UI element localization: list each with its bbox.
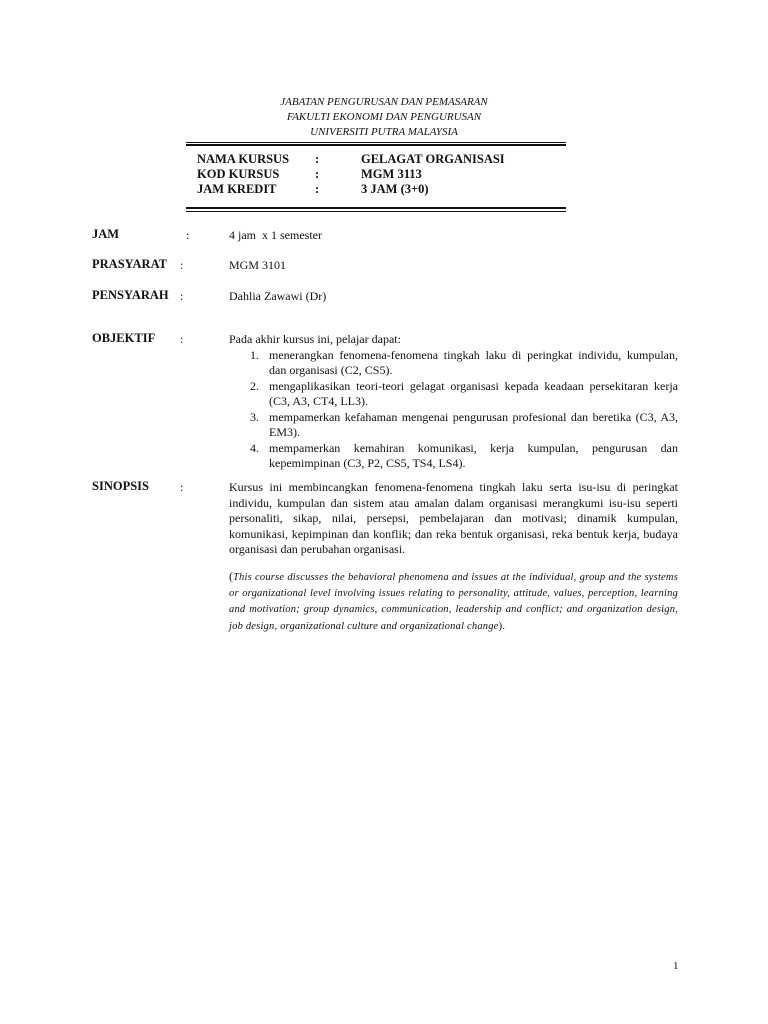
- credit-hours-row: [197, 182, 505, 197]
- faculty-name: FAKULTI EKONOMI DAN PENGURUSAN: [286, 111, 482, 123]
- course-name-value: GELAGAT ORGANISASI: [361, 152, 505, 166]
- course-name-key: NAMA KURSUS: [197, 152, 290, 166]
- list-item-text: mempamerkan kemahiran komunikasi, kerja kumpulan, pengurusan dan kepemimpinan (C3, P2, CS5, TS4, LS4).: [269, 440, 678, 470]
- list-item-number: 4.: [250, 440, 259, 455]
- list-item: [229, 441, 678, 472]
- page-number: 1: [673, 960, 679, 972]
- bottom-rule-thick: [186, 207, 566, 209]
- prasyarat-label: PRASYARAT: [92, 257, 168, 271]
- course-info-block: [197, 152, 505, 197]
- course-code-sep: :: [315, 167, 320, 181]
- objektif-label: OBJEKTIF: [92, 331, 156, 345]
- list-item-text: menerangkan fenomena-fenomena tingkah laku di peringkat individu, kumpulan, dan organisasi (C2, CS5).: [269, 347, 678, 377]
- sinopsis-malay: Kursus ini membincangkan fenomena-fenomena tingkah laku serta isu-isu di peringkat individu, kumpulan dan sistem atau amalan dalam organisasi merangkumi isu-isu seperti personaliti, sikap, nilai, persepsi, pembelajaran dan motivasi; dinamik kumpulan, komunikasi, kepimpinan dan konflik; dan reka bentuk organisasi, reka bentuk kerja, budaya organisasi dan perubahan organisasi.: [229, 480, 678, 556]
- sinopsis-english-text: This course discusses the behavioral phenomena and issues at the individual, group and the systems or organizational level involving issues relating to personality, attitude, values, perception, learning and motivation; group dynamics, communication, leadership and conflict; and organization design, job design, organizational culture and organizational change: [229, 572, 678, 632]
- course-code-key: KOD KURSUS: [197, 167, 280, 181]
- pensyarah-value: Dahlia Zawawi (Dr): [229, 289, 327, 303]
- sinopsis-english-open: (: [229, 569, 233, 583]
- pensyarah-sep: :: [180, 289, 184, 303]
- list-item: [229, 348, 678, 379]
- course-code-row: [197, 167, 505, 182]
- prasyarat-sep: :: [180, 258, 184, 272]
- jam-label: JAM: [92, 227, 120, 241]
- list-item: [229, 410, 678, 441]
- department-name: JABATAN PENGURUSAN DAN PEMASARAN: [280, 96, 488, 108]
- objektif-list: [229, 348, 678, 472]
- objektif-section: [229, 332, 678, 472]
- department-header: [0, 95, 768, 140]
- sinopsis-english-close: ).: [498, 619, 505, 632]
- credit-hours-key: JAM KREDIT: [197, 182, 277, 196]
- sinopsis-label: SINOPSIS: [92, 479, 149, 493]
- list-item: [229, 379, 678, 410]
- objektif-sep: :: [180, 332, 184, 346]
- sinopsis-sep: :: [180, 480, 184, 494]
- jam-sep: :: [186, 228, 190, 242]
- top-rule-thick: [186, 144, 566, 146]
- credit-hours-sep: :: [315, 182, 320, 196]
- university-name: UNIVERSITI PUTRA MALAYSIA: [310, 126, 458, 138]
- credit-hours-value: 3 JAM (3+0): [361, 182, 429, 196]
- bottom-rule: [186, 211, 566, 212]
- jam-value: 4 jam x 1 semester: [229, 228, 322, 242]
- list-item-text: mengaplikasikan teori-teori gelagat organisasi kepada keadaan persekitaran kerja (C3, A3, CT4, LL3).: [269, 378, 678, 408]
- top-rule: [186, 142, 566, 143]
- course-code-value: MGM 3113: [361, 167, 422, 181]
- list-item-number: 2.: [250, 378, 259, 393]
- pensyarah-label: PENSYARAH: [92, 288, 169, 302]
- list-item-number: 3.: [250, 409, 259, 424]
- sinopsis-english: [229, 569, 678, 634]
- course-name-sep: :: [315, 152, 320, 166]
- list-item-text: mempamerkan kefahaman mengenai pengurusan profesional dan beretika (C3, A3, EM3).: [269, 409, 678, 439]
- prasyarat-value: MGM 3101: [229, 258, 287, 272]
- course-name-row: [197, 152, 505, 167]
- objektif-intro: Pada akhir kursus ini, pelajar dapat:: [229, 332, 401, 346]
- list-item-number: 1.: [250, 347, 259, 362]
